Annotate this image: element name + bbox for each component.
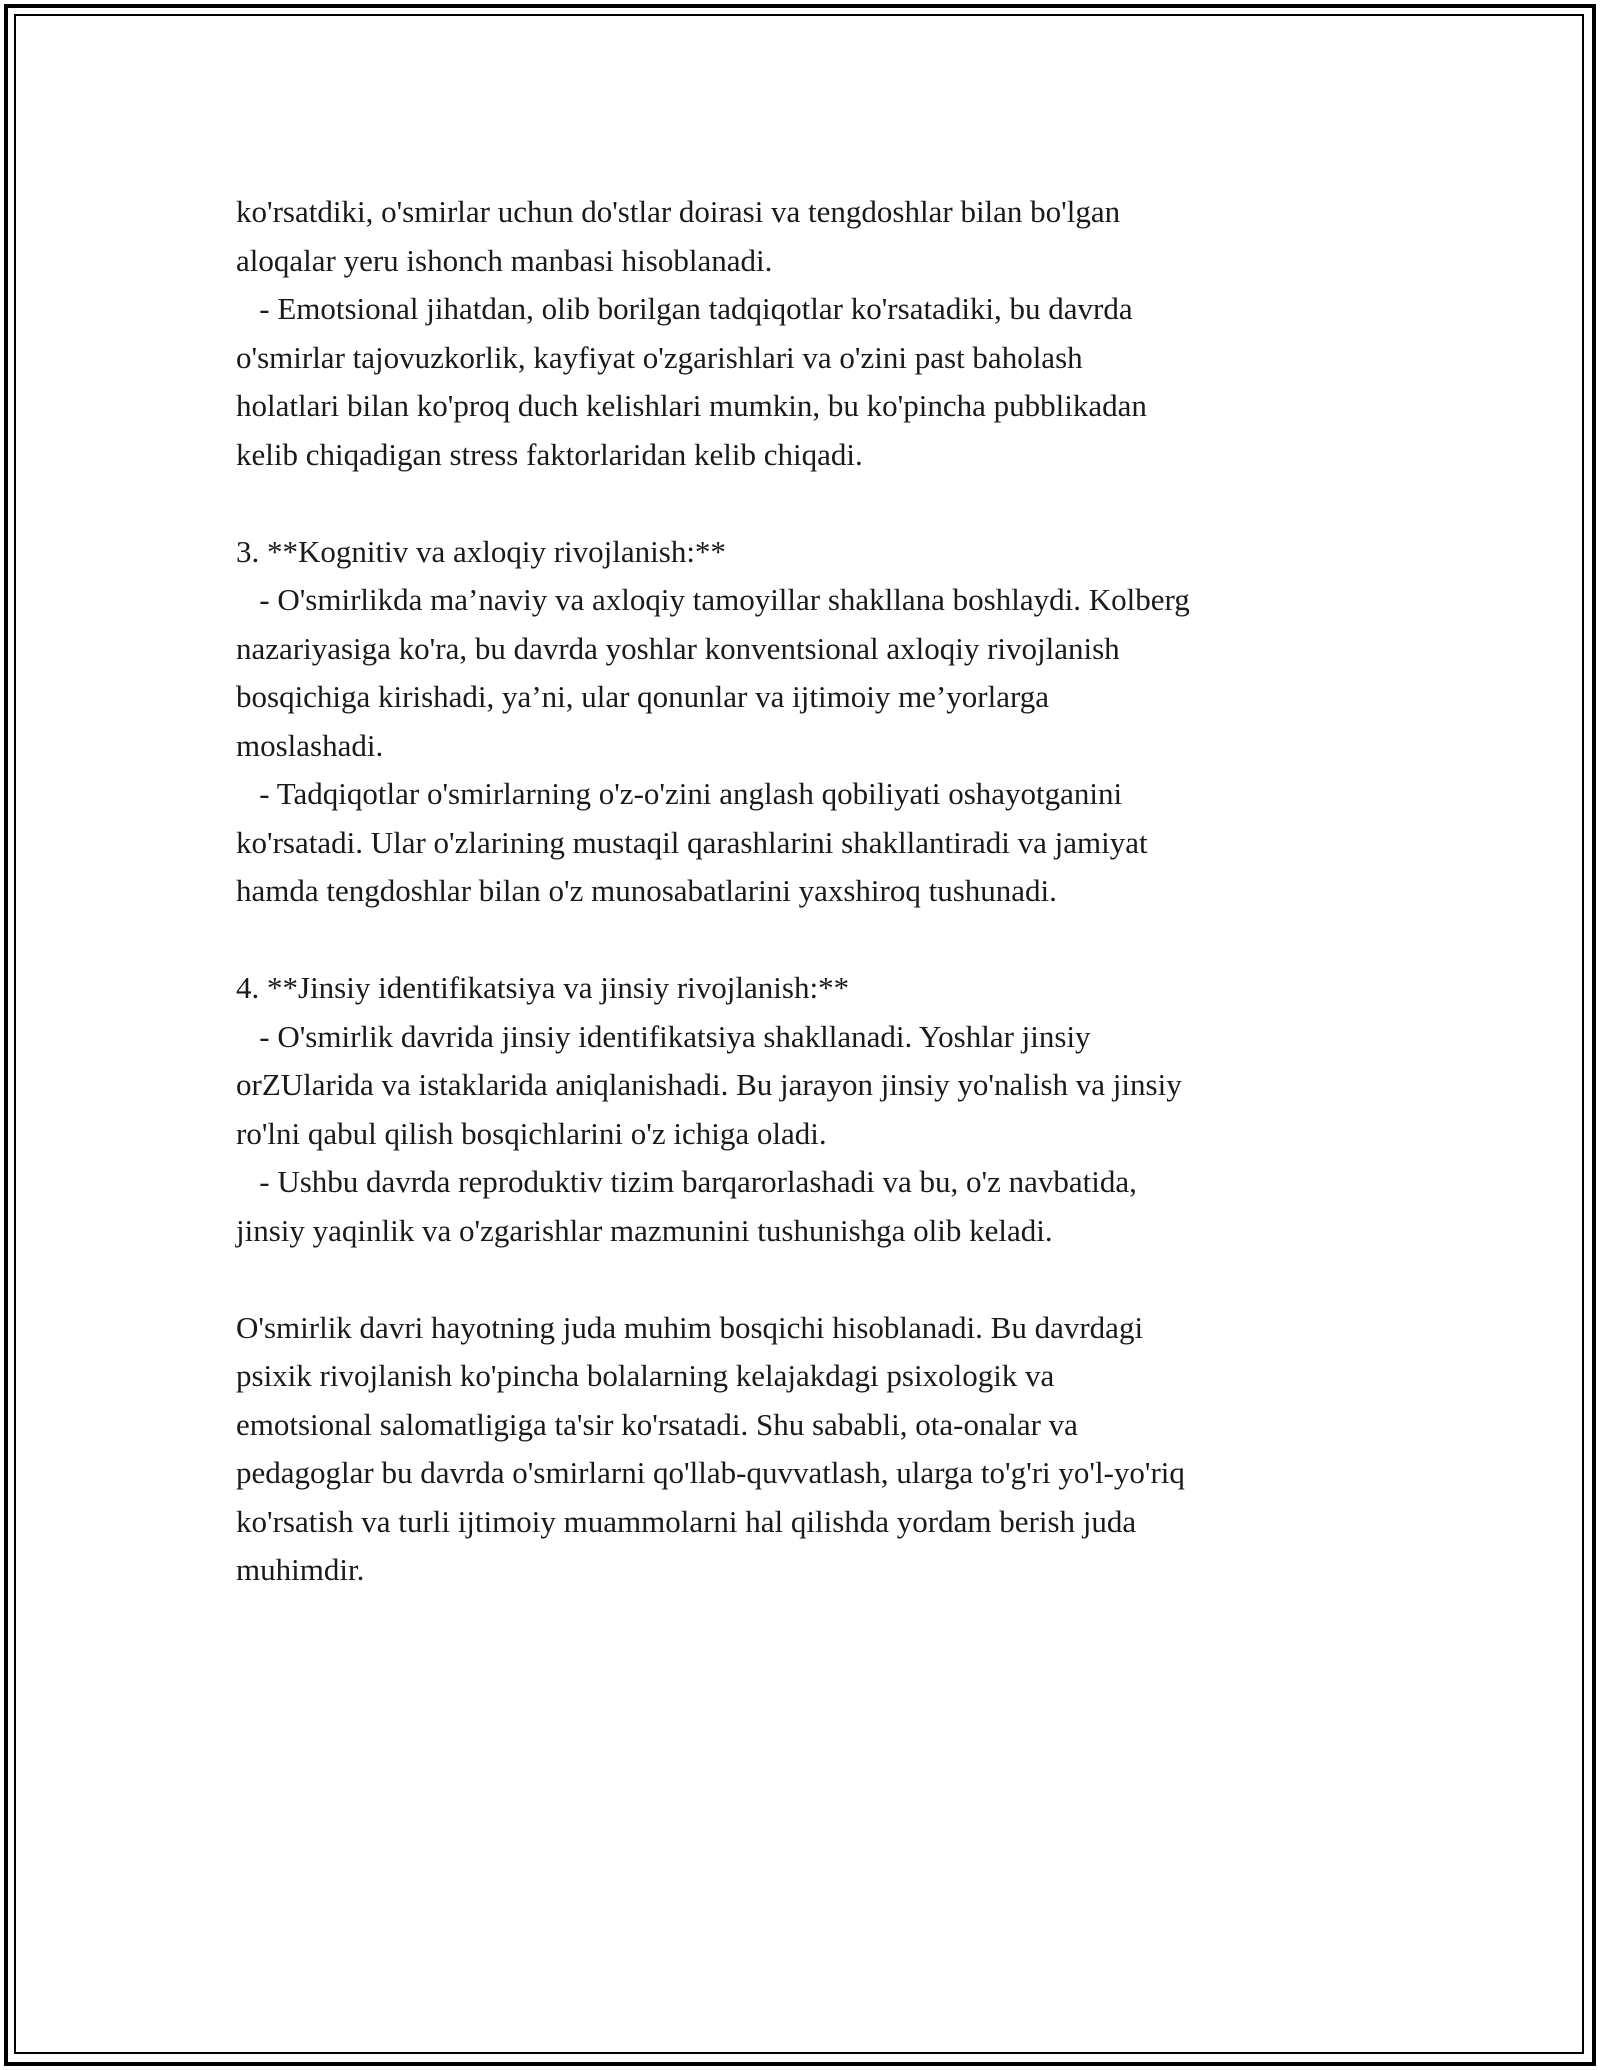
text-line: ko'rsatadi. Ular o'zlarining mustaqil qarashlarini shakllantiradi va jamiyat [236, 824, 1148, 860]
text-line: - Tadqiqotlar o'smirlarning o'z-o'zini anglash qobiliyati oshayotganini [236, 776, 1123, 811]
text-line: muhimdir. [236, 1552, 365, 1587]
section-heading: 3. **Kognitiv va axloqiy rivojlanish:** [236, 533, 726, 569]
blank-line [236, 479, 1426, 528]
text-line: pedagoglar bu davrda o'smirlarni qo'llab-quvvatlash, ularga to'g'ri yo'l-yo'riq [236, 1455, 1185, 1490]
text-line: o'smirlar tajovuzkorlik, kayfiyat o'zgarishlari va o'zini past baholash [236, 339, 1083, 375]
text-line: - Ushbu davrda reproduktiv tizim barqarorlashadi va bu, o'z navbatida, [236, 1164, 1137, 1199]
blank-line [236, 916, 1426, 965]
text-line: hamda tengdoshlar bilan o'z munosabatlarini yaxshiroq tushunadi. [236, 873, 1057, 908]
text-line: - Emotsional jihatdan, olib borilgan tadqiqotlar ko'rsatadiki, bu davrda [236, 291, 1133, 326]
text-line: kelib chiqadigan stress faktorlaridan kelib chiqadi. [236, 436, 863, 472]
text-line: ko'rsatish va turli ijtimoiy muammolarni hal qilishda yordam berish juda [236, 1503, 1137, 1539]
text-line: holatlari bilan ko'proq duch kelishlari mumkin, bu ko'pincha pubblikadan [236, 388, 1147, 423]
text-line: moslashadi. [236, 727, 384, 763]
blank-line [236, 1255, 1426, 1304]
document-body [236, 188, 1426, 1595]
text-line: nazariyasiga ko'ra, bu davrda yoshlar konventsional axloqiy rivojlanish [236, 630, 1120, 666]
text-line: orZUlarida va istaklarida aniqlanishadi. Bu jarayon jinsiy yo'nalish va jinsiy [236, 1067, 1182, 1102]
text-line: - O'smirlik davrida jinsiy identifikatsiya shakllanadi. Yoshlar jinsiy [236, 1018, 1091, 1054]
text-line: jinsiy yaqinlik va o'zgarishlar mazmunini tushunishga olib keladi. [236, 1212, 1053, 1248]
text-line: ro'lni qabul qilish bosqichlarini o'z ichiga oladi. [236, 1115, 827, 1151]
text-line: psixik rivojlanish ko'pincha bolalarning kelajakdagi psixologik va [236, 1358, 1055, 1393]
text-line: aloqalar yeru ishonch manbasi hisoblanadi. [236, 242, 773, 278]
text-line: O'smirlik davri hayotning juda muhim bosqichi hisoblanadi. Bu davrdagi [236, 1309, 1144, 1345]
text-line: ko'rsatdiki, o'smirlar uchun do'stlar doirasi va tengdoshlar bilan bo'lgan [236, 194, 1121, 229]
text-line: bosqichiga kirishadi, ya’ni, ular qonunlar va ijtimoiy me’yorlarga [236, 679, 1049, 714]
section-heading: 4. **Jinsiy identifikatsiya va jinsiy rivojlanish:** [236, 970, 850, 1005]
text-line: - O'smirlikda ma’naviy va axloqiy tamoyillar shakllana boshlaydi. Kolberg [236, 582, 1190, 617]
text-line: emotsional salomatligiga ta'sir ko'rsatadi. Shu sababli, ota-onalar va [236, 1406, 1078, 1442]
